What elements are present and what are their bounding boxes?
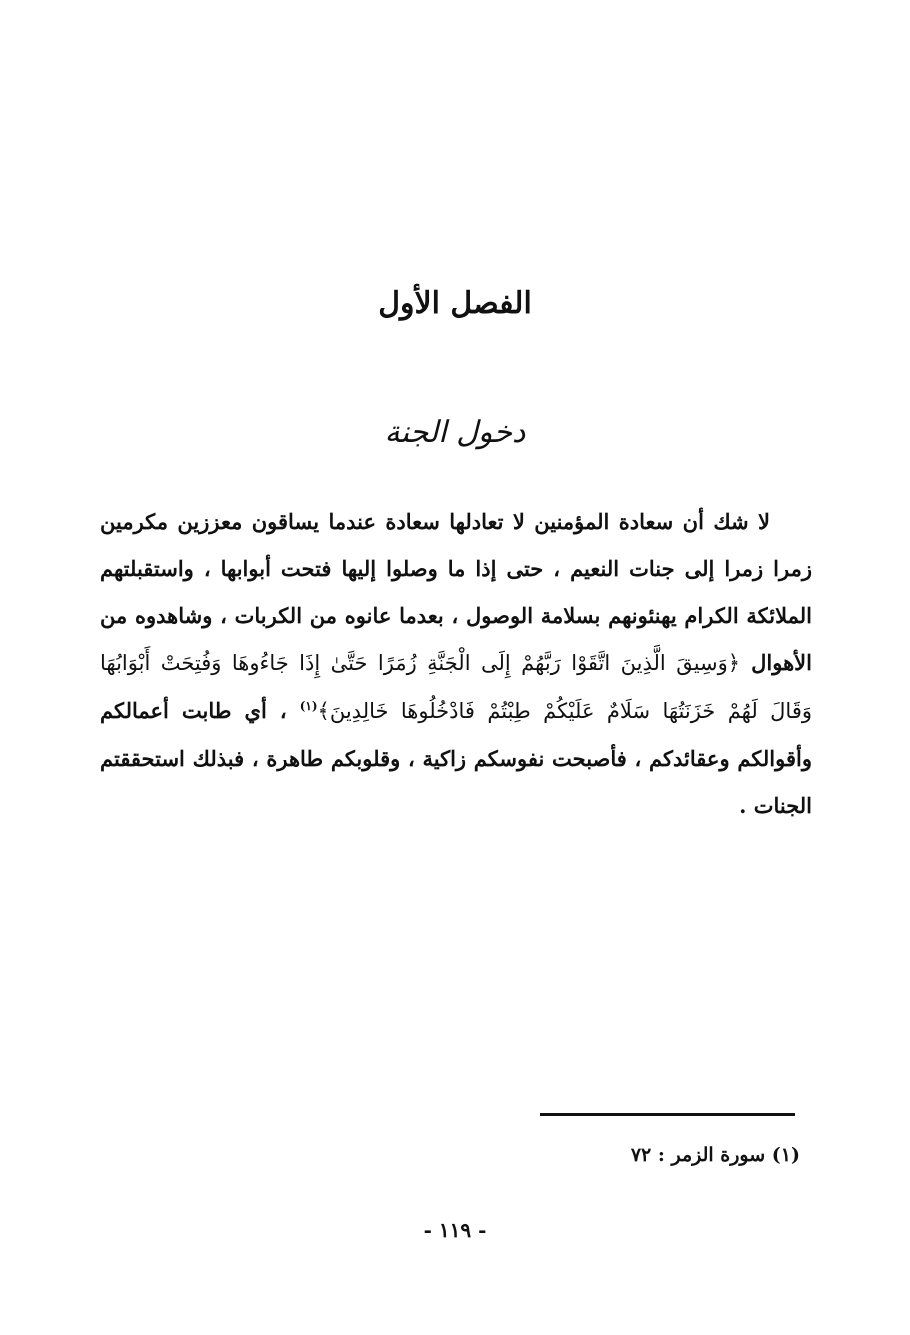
footnote-divider [540,1113,795,1116]
quran-verse: ﴿وَسِيقَ الَّذِينَ اتَّقَوْا رَبَّهُمْ إِلَى الْجَنَّةِ زُمَرًا حَتَّىٰ إِذَا جَاءُوهَا وَفُتِحَتْ أَبْوَابُهَا وَقَالَ لَهُمْ خَزَنَتُهَا سَلَامٌ عَلَيْكُمْ طِبْتُمْ فَادْخُلُوهَا خَالِدِينَ﴾ [100,651,813,723]
footnote-marker: (١) [299,699,318,713]
chapter-title: الفصل الأول [378,286,532,321]
page-number: - ١١٩ - [423,1218,487,1242]
body-paragraph [100,498,812,829]
body-text-outro: ، أي طابت أعمالكم وأقوالكم وعقائدكم ، فأصبحت نفوسكم زاكية ، وقلوبكم طاهرة ، فبذلك استحققتم الجنات . [100,698,812,818]
body-text-intro: لا شك أن سعادة المؤمنين لا تعادلها سعادة عندما يساقون معززين مكرمين زمرا زمرا إلى جنات النعيم ، حتى إذا ما وصلوا إليها فتحت أبوابها ، واستقبلتهم الملائكة الكرام يهنئونهم بسلامة الوصول ، بعدما عانوه من الكربات ، وشاهدوه من الأهوال [100,509,812,675]
footnote-text: (١) سورة الزمر : ٧٢ [630,1144,800,1166]
section-title: دخول الجنة [384,415,526,450]
